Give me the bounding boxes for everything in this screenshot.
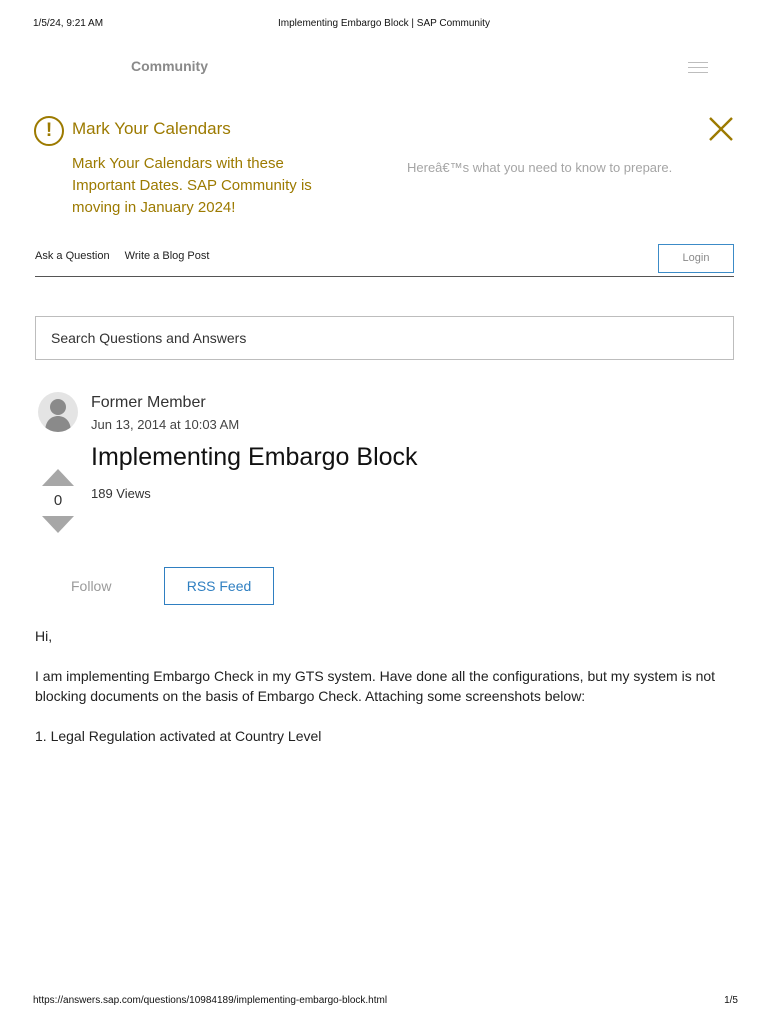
- view-count: 189 Views: [91, 486, 151, 501]
- brand-logo[interactable]: Community: [131, 58, 208, 74]
- page-number: 1/5: [724, 995, 738, 1006]
- login-button[interactable]: Login: [658, 244, 734, 273]
- upvote-icon[interactable]: [42, 469, 74, 486]
- write-blog-post-link[interactable]: Write a Blog Post: [124, 250, 210, 262]
- greeting-text: Hi,: [35, 628, 53, 644]
- top-navigation: [0, 56, 768, 78]
- search-input[interactable]: Search Questions and Answers: [35, 316, 734, 360]
- print-footer: [33, 995, 738, 1009]
- print-url: https://answers.sap.com/questions/10984189/implementing-embargo-block.html: [33, 995, 388, 1006]
- exclamation-circle-icon: !: [34, 116, 64, 146]
- rss-feed-button[interactable]: RSS Feed: [164, 567, 274, 605]
- print-title: Implementing Embargo Block | SAP Community: [278, 18, 490, 29]
- print-header: [33, 18, 735, 32]
- action-links: [35, 250, 221, 262]
- close-icon[interactable]: [706, 114, 736, 144]
- list-item: 1. Legal Regulation activated at Country Level: [35, 728, 322, 744]
- divider: [35, 276, 734, 277]
- vote-count: 0: [53, 492, 63, 509]
- banner-body: Mark Your Calendars with these Important Dates. SAP Community is moving in January 2024!: [72, 155, 312, 216]
- ask-question-link[interactable]: Ask a Question: [35, 250, 110, 262]
- banner-title: Mark Your Calendars: [72, 119, 231, 138]
- avatar[interactable]: [38, 392, 78, 432]
- post-date: Jun 13, 2014 at 10:03 AM: [91, 417, 240, 432]
- author-name[interactable]: Former Member: [91, 394, 206, 411]
- question-title: Implementing Embargo Block: [91, 443, 418, 471]
- question-body: [35, 626, 725, 766]
- banner-link[interactable]: Hereâ€™s what you need to know to prepare.: [407, 160, 673, 175]
- downvote-icon[interactable]: [42, 516, 74, 533]
- hamburger-menu-icon[interactable]: [688, 60, 708, 74]
- body-paragraph: I am implementing Embargo Check in my GTS system. Have done all the configurations, but my system is not blocking documents on the basis of Embargo Check. Attaching some screenshots below:: [35, 668, 716, 704]
- print-date: 1/5/24, 9:21 AM: [33, 18, 104, 29]
- follow-button[interactable]: Follow: [71, 578, 112, 594]
